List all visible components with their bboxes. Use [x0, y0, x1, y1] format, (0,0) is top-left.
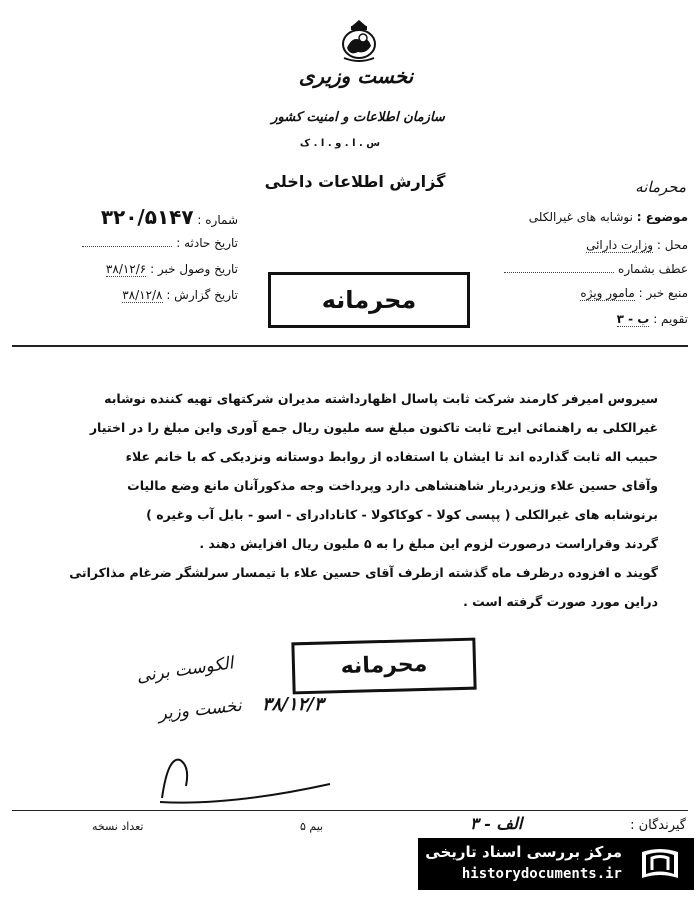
body-line: حبیب اله ثابت گذارده اند تا ایشان با استفاده از روابط دوستانه ونزدیکی که با خانم علاء — [125, 449, 658, 464]
confidential-stamp: محرمانه — [268, 272, 470, 328]
header-divider — [12, 345, 688, 347]
received-date-value: ۳۸/۱۲/۶ — [105, 262, 147, 276]
signature-date: ۳۸/۱۲/۳ — [262, 694, 324, 715]
organization-code: س . ا . و . ا . ک — [299, 138, 381, 149]
event-date-dots — [82, 246, 172, 247]
event-date-label: تاریخ حادثه : — [176, 236, 238, 250]
body-line: سیروس امیرفر کارمند شرکت ثابت پاسال اظهارداشته مدیران شرکتهای تهیه کننده نوشابه — [104, 391, 658, 406]
watermark-url: historydocuments.ir — [461, 866, 622, 882]
place-field — [586, 238, 688, 253]
recipients-label: گیرندگان : — [630, 818, 686, 833]
received-date-label: تاریخ وصول خبر : — [150, 262, 238, 276]
copies-label: تعداد نسخه — [92, 820, 144, 833]
report-title: گزارش اطلاعات داخلی — [264, 172, 446, 191]
place-label: محل : — [656, 238, 688, 252]
calendar-value: ب - ۳ — [616, 312, 650, 326]
reference-field — [504, 262, 688, 276]
recipients-value: الف - ۳ — [470, 814, 523, 833]
place-value: وزارت دارائی — [586, 238, 654, 252]
report-body — [46, 384, 658, 616]
organization-name: سازمان اطلاعات و امنیت کشور — [271, 110, 445, 125]
footer-middle-note: بیم ۵ — [300, 820, 324, 833]
confidential-stamp-bottom: محرمانه — [291, 638, 476, 695]
reference-label: عطف بشماره — [618, 262, 688, 276]
handwritten-note: محرمانه — [635, 178, 686, 196]
signature-scribble-icon — [140, 746, 340, 816]
report-date-value: ۳۸/۱۲/۸ — [122, 288, 163, 302]
calendar-label: تقویم : — [653, 312, 688, 326]
source-field — [580, 286, 688, 301]
reference-dots — [504, 272, 614, 273]
number-label: شماره : — [197, 213, 238, 227]
subject-value: نوشابه های غیرالکلی — [528, 210, 633, 224]
subject-label: موضوع : — [636, 210, 688, 224]
footer-divider — [12, 810, 688, 811]
watermark-banner — [418, 838, 694, 890]
office-title: نخست وزیری — [298, 64, 414, 88]
body-line: گویند ه افزوده درظرف ماه گذشته ازطرف آقای حسین علاء با تیمسار سرلشگر ضرغام مذاکراتی — [69, 565, 658, 580]
event-date-field — [60, 236, 238, 250]
body-line: گردند وقراراست درصورت لزوم این مبلغ را به ۵ ملیون ریال افزایش دهند . — [199, 536, 658, 551]
source-value: مامور ویژه — [580, 286, 635, 300]
report-date-field — [30, 288, 238, 303]
body-line: برنوشابه های غیرالکلی ( پپسی کولا - کوکاکولا - کانادادرای - اسو - بابل آب وغیره ) — [146, 507, 658, 522]
signature-line-2: نخست وزیر — [157, 695, 243, 725]
report-date-label: تاریخ گزارش : — [166, 288, 238, 302]
source-label: منبع خبر : — [638, 286, 688, 300]
subject-field — [529, 210, 688, 224]
received-date-field — [30, 262, 238, 277]
body-line: دراین مورد صورت گرفته است . — [463, 594, 658, 609]
watermark-title: مرکز بررسی اسناد تاریخی — [425, 843, 622, 861]
number-field — [60, 205, 238, 229]
calendar-field — [617, 312, 688, 327]
number-value: ۳۲۰/۵۱۴۷ — [100, 205, 194, 229]
body-line: غیرالکلی به راهنمائی ایرج ثابت تاکنون مبلغ سه ملیون ریال جمع آوری واین مبلغ را در اختیار — [89, 420, 658, 435]
lion-and-sun-emblem-icon — [338, 18, 380, 64]
signature-line-1: الکوست برنی — [135, 653, 235, 687]
archive-logo-icon — [636, 844, 684, 884]
body-line: وآقای حسین علاء وزیردربار شاهنشاهی دارد وپرداخت وجه مذکورآنان مانع وضع مالیات — [127, 478, 658, 493]
